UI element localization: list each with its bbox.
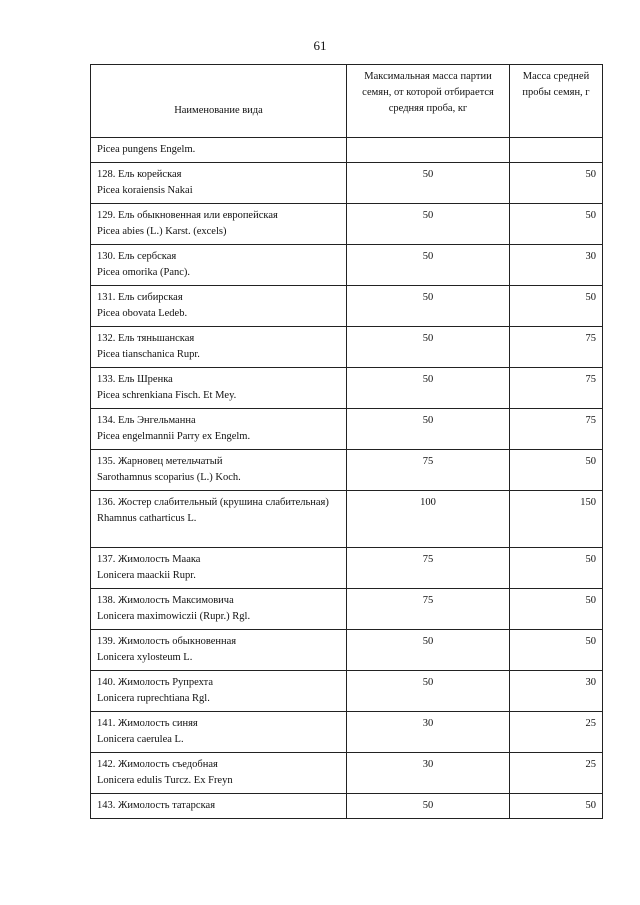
table-row <box>91 163 603 204</box>
max-batch-mass: 50 <box>347 204 510 245</box>
species-russian-name: 136. Жостер слабительный (крушина слабительная) <box>97 497 329 508</box>
species-latin-name: Lonicera edulis Turcz. Ex Freyn <box>97 775 233 786</box>
max-batch-mass: 50 <box>347 630 510 671</box>
max-batch-mass: 75 <box>347 450 510 491</box>
species-latin-name: Picea schrenkiana Fisch. Et Mey. <box>97 390 237 401</box>
max-batch-mass: 50 <box>347 794 510 819</box>
species-cell <box>91 327 347 368</box>
species-russian-name: 139. Жимолость обыкновенная <box>97 636 237 647</box>
species-russian-name: 131. Ель сибирская <box>97 292 183 303</box>
max-batch-mass: 50 <box>347 327 510 368</box>
species-cell <box>91 712 347 753</box>
species-latin-name: Picea omorika (Panc). <box>97 267 191 278</box>
table-row <box>91 327 603 368</box>
sample-mass: 150 <box>510 491 603 548</box>
species-latin-name: Lonicera caerulea L. <box>97 734 184 745</box>
table-row <box>91 409 603 450</box>
species-latin-name: Picea engelmannii Parry ex Engelm. <box>97 431 251 442</box>
sample-mass: 50 <box>510 163 603 204</box>
sample-mass: 50 <box>510 204 603 245</box>
species-russian-name: 138. Жимолость Максимовича <box>97 595 234 606</box>
sample-mass: 30 <box>510 671 603 712</box>
table-row <box>91 548 603 589</box>
species-cell <box>91 245 347 286</box>
species-cell <box>91 753 347 794</box>
max-batch-mass: 75 <box>347 589 510 630</box>
max-batch-mass: 50 <box>347 409 510 450</box>
max-batch-mass: 30 <box>347 712 510 753</box>
species-cell <box>91 409 347 450</box>
sample-mass: 75 <box>510 368 603 409</box>
sample-mass: 75 <box>510 327 603 368</box>
table-row <box>91 245 603 286</box>
sample-mass: 25 <box>510 753 603 794</box>
table-header-row <box>91 65 603 138</box>
max-batch-mass: 50 <box>347 163 510 204</box>
species-russian-name: 134. Ель Энгельманна <box>97 415 196 426</box>
seed-mass-table <box>90 64 603 819</box>
sample-mass: 50 <box>510 589 603 630</box>
species-cell <box>91 671 347 712</box>
sample-mass: 75 <box>510 409 603 450</box>
species-cell <box>91 589 347 630</box>
species-latin-name: Lonicera maackii Rupr. <box>97 570 196 581</box>
sample-mass: 50 <box>510 286 603 327</box>
species-latin-name: Sarothamnus scoparius (L.) Koch. <box>97 472 241 483</box>
table-row <box>91 712 603 753</box>
species-russian-name: 128. Ель корейская <box>97 169 182 180</box>
header-sample-mass: Масса средней пробы семян, г <box>510 65 603 138</box>
table-row <box>91 204 603 245</box>
species-russian-name: 137. Жимолость Маака <box>97 554 201 565</box>
species-cell <box>91 204 347 245</box>
species-cell <box>91 450 347 491</box>
species-russian-name: 141. Жимолость синяя <box>97 718 198 729</box>
table-row <box>91 753 603 794</box>
species-russian-name: 140. Жимолость Рупрехта <box>97 677 214 688</box>
table-row <box>91 491 603 548</box>
species-latin-name: Picea tianschanica Rupr. <box>97 349 200 360</box>
species-latin-name: Picea obovata Ledeb. <box>97 308 188 319</box>
table-row <box>91 286 603 327</box>
species-cell <box>91 286 347 327</box>
page-number: 61 <box>313 38 327 53</box>
species-russian-name: 133. Ель Шренка <box>97 374 173 385</box>
species-cell <box>91 163 347 204</box>
empty-cell <box>347 138 510 163</box>
table-row <box>91 589 603 630</box>
species-cell <box>91 368 347 409</box>
species-cell <box>91 548 347 589</box>
species-russian-name: 130. Ель сербская <box>97 251 177 262</box>
max-batch-mass: 100 <box>347 491 510 548</box>
sample-mass: 50 <box>510 630 603 671</box>
header-max-batch-mass: Максимальная масса партии семян, от которой отбирается средняя проба, кг <box>347 65 510 138</box>
table-row <box>91 671 603 712</box>
sample-mass: 50 <box>510 794 603 819</box>
max-batch-mass: 75 <box>347 548 510 589</box>
species-latin-name: Lonicera xylosteum L. <box>97 652 193 663</box>
table-row <box>91 794 603 819</box>
species-russian-name: 129. Ель обыкновенная или европейская <box>97 210 278 221</box>
max-batch-mass: 30 <box>347 753 510 794</box>
species-latin-name: Lonicera maximowiczii (Rupr.) Rgl. <box>97 611 251 622</box>
species-russian-name: 142. Жимолость съедобная <box>97 759 218 770</box>
max-batch-mass: 50 <box>347 245 510 286</box>
species-russian-name: 135. Жарновец метельчатый <box>97 456 223 467</box>
table-row <box>91 630 603 671</box>
species-cell <box>91 630 347 671</box>
max-batch-mass: 50 <box>347 671 510 712</box>
species-latin-name: Picea abies (L.) Karst. (excels) <box>97 226 227 237</box>
sample-mass: 30 <box>510 245 603 286</box>
table-row <box>91 368 603 409</box>
sample-mass: 25 <box>510 712 603 753</box>
species-cell <box>91 491 347 548</box>
species-latin-name: Picea koraiensis Nakai <box>97 185 193 196</box>
header-species-name: Наименование вида <box>91 65 347 138</box>
species-latin-name: Rhamnus catharticus L. <box>97 513 197 524</box>
empty-cell <box>510 138 603 163</box>
species-russian-name: 132. Ель тяньшанская <box>97 333 195 344</box>
max-batch-mass: 50 <box>347 368 510 409</box>
species-latin-name: Picea pungens Engelm. <box>91 138 347 163</box>
max-batch-mass: 50 <box>347 286 510 327</box>
table-row <box>91 450 603 491</box>
sample-mass: 50 <box>510 548 603 589</box>
sample-mass: 50 <box>510 450 603 491</box>
species-latin-name: Lonicera ruprechtiana Rgl. <box>97 693 210 704</box>
table-row <box>91 138 603 163</box>
species-russian-name: 143. Жимолость татарская <box>91 794 347 819</box>
